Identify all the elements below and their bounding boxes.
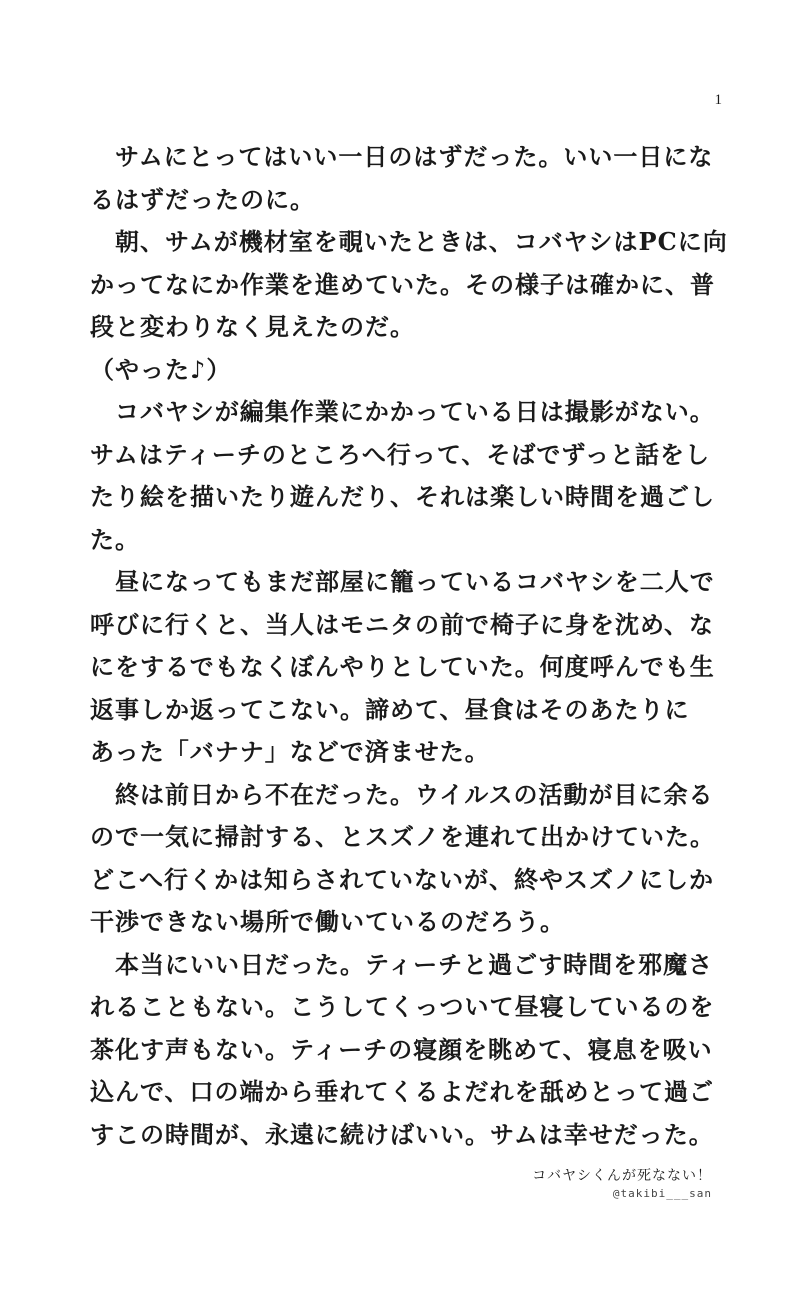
page-number: 1	[714, 92, 722, 108]
text-line: コバヤシが編集作業にかかっている日は撮影がない。	[90, 397, 715, 426]
book-title: コバヤシくんが死なない！	[532, 1168, 712, 1184]
text-line: 朝、サムが機材室を覗いたときは、コバヤシはPCに向	[90, 227, 728, 256]
text-line: た。	[90, 524, 140, 554]
text-line: 昼になってもまだ部屋に籠っているコバヤシを二人で	[90, 567, 715, 596]
footer	[532, 1166, 712, 1202]
text-line: 段と変わりなく見えたのだ。	[90, 312, 415, 341]
author-handle: @takibi___san	[612, 1187, 712, 1200]
text-line: たり絵を描いたり遊んだり、それは楽しい時間を過ごし	[90, 482, 715, 511]
text-line: れることもない。こうしてくっついて昼寝しているのを	[90, 992, 715, 1021]
body-text	[90, 136, 728, 1156]
text-line: るはずだったのに。	[90, 184, 315, 214]
text-line: すこの時間が、永遠に続けばいい。サムは幸せだった。	[90, 1119, 714, 1149]
text-line: 終は前日から不在だった。ウイルスの活動が目に余る	[90, 779, 714, 809]
text-line: サムにとってはいい一日のはずだった。いい一日にな	[90, 142, 714, 171]
text-line: 返事しか返ってこない。諦めて、昼食はそのあたりに	[90, 694, 690, 724]
text-line: 本当にいい日だった。ティーチと過ごす時間を邪魔さ	[90, 949, 714, 979]
text-line: どこへ行くかは知らされていないが、終やスズノにしか	[90, 864, 715, 894]
text-line: かってなにか作業を進めていた。その様子は確かに、普	[90, 269, 715, 299]
text-line: 茶化す声もない。ティーチの寝顔を眺めて、寝息を吸い	[90, 1034, 713, 1064]
text-line: 呼びに行くと、当人はモニタの前で椅子に身を沈め、な	[90, 609, 715, 639]
text-line: あった「バナナ」などで済ませた。	[90, 737, 490, 766]
text-line: ので一気に掃討する、とスズノを連れて出かけていた。	[90, 822, 715, 851]
text-line: 干渉できない場所で働いているのだろう。	[90, 907, 565, 936]
text-line: サムはティーチのところへ行って、そばでずっと話をし	[90, 439, 710, 469]
text-line: 込んで、口の端から垂れてくるよだれを舐めとって過ご	[90, 1077, 715, 1106]
text-line: （やった♪）	[90, 354, 232, 384]
text-line: にをするでもなくぼんやりとしていた。何度呼んでも生	[90, 652, 715, 681]
